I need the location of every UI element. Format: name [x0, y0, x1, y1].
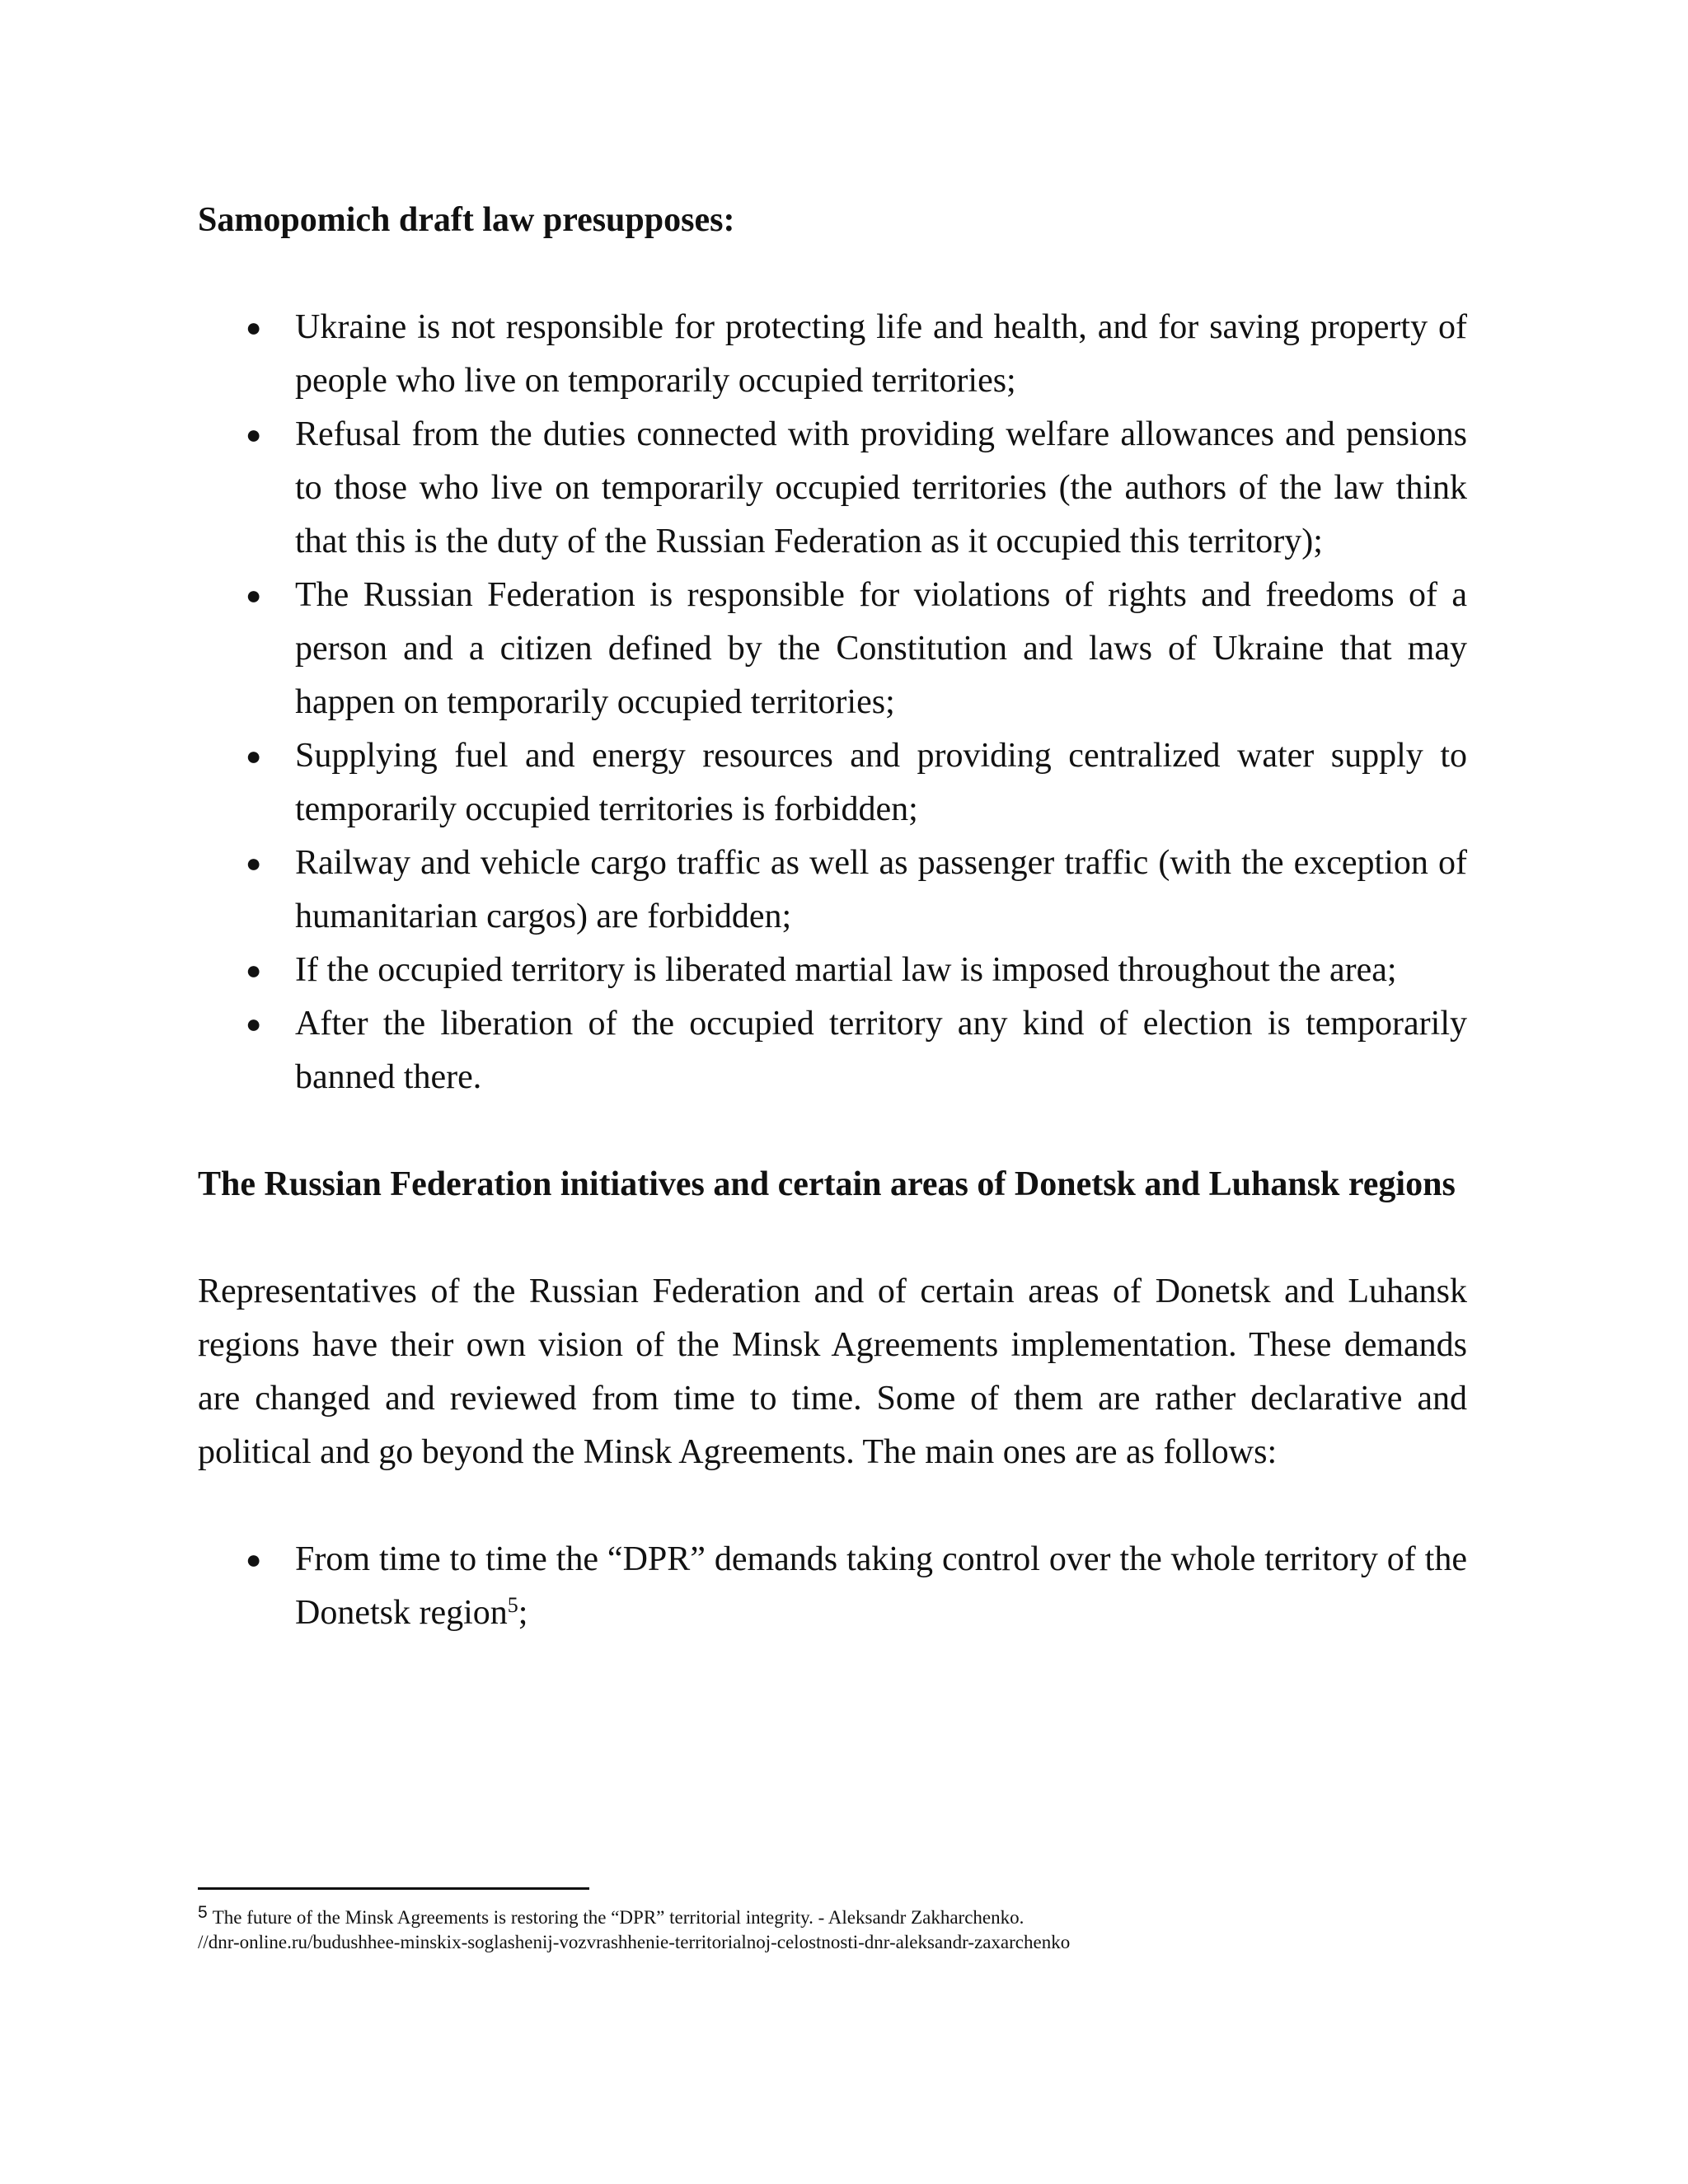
list-item-text: Supplying fuel and energy resources and providing centralized water supply to temporarily occupied territories is forbidden;	[295, 737, 1467, 828]
bullet-icon: ●	[246, 1544, 262, 1574]
bullet-icon: ●	[246, 419, 262, 449]
bullet-icon: ●	[246, 955, 262, 985]
list-item	[198, 408, 1467, 569]
list-item-text: The Russian Federation is responsible for violations of rights and freedoms of a person and a citizen defined by the Constitution and laws of Ukraine that may happen on temporarily occupied territories;	[295, 576, 1467, 721]
bullet-icon: ●	[246, 1009, 262, 1038]
list-item-text: Ukraine is not responsible for protecting life and health, and for saving property of people who live on temporarily occupied territories;	[295, 308, 1467, 400]
list-item	[198, 569, 1467, 729]
footnote-number: 5	[198, 1903, 208, 1922]
samopomich-bullet-list	[198, 301, 1467, 1104]
bullet-icon: ●	[246, 580, 262, 610]
list-item	[198, 301, 1467, 408]
list-item-suffix: ;	[518, 1594, 528, 1632]
dpr-demands-bullet-list	[198, 1533, 1467, 1640]
list-item	[198, 837, 1467, 944]
list-item	[198, 1533, 1467, 1640]
bullet-icon: ●	[246, 312, 262, 342]
page-content	[198, 194, 1467, 1694]
list-item-text: If the occupied territory is liberated martial law is imposed throughout the area;	[295, 951, 1397, 989]
list-item-text: Railway and vehicle cargo traffic as well as passenger traffic (with the exception of humanitarian cargos) are forbidden;	[295, 844, 1467, 935]
list-item	[198, 997, 1467, 1104]
list-item	[198, 944, 1467, 997]
section-heading-samopomich: Samopomich draft law presupposes:	[198, 201, 735, 239]
list-item-text: From time to time the “DPR” demands taking control over the whole territory of the Donetsk region	[295, 1540, 1467, 1632]
footnote-text: The future of the Minsk Agreements is restoring the “DPR” territorial integrity. - Aleksandr Zakharchenko.	[212, 1907, 1025, 1928]
bullet-icon: ●	[246, 741, 262, 771]
list-item-text: Refusal from the duties connected with providing welfare allowances and pensions to those who live on temporarily occupied territories (the authors of the law think that this is the duty of the Russian Federation as it occupied this territory);	[295, 415, 1467, 560]
body-paragraph: Representatives of the Russian Federation and of certain areas of Donetsk and Luhansk regions have their own vision of the Minsk Agreements implementation. These demands are changed and reviewed from time to time. Some of them are rather declarative and political and go beyond the Minsk Agreements. The main ones are as follows:	[198, 1272, 1467, 1471]
list-item-text: After the liberation of the occupied territory any kind of election is temporarily banned there.	[295, 1005, 1467, 1096]
footnote-reference[interactable]: 5	[507, 1593, 518, 1617]
footnote-line-1	[198, 1900, 1484, 1930]
list-item	[198, 729, 1467, 837]
footnote	[198, 1900, 1484, 1955]
footnote-url[interactable]: //dnr-online.ru/budushhee-minskix-soglashenij-vozvrashhenie-territorialnoj-celostnosti-dnr-aleksandr-zaxarchenko	[198, 1932, 1071, 1952]
section-heading-russian-federation: The Russian Federation initiatives and certain areas of Donetsk and Luhansk regions	[198, 1165, 1456, 1203]
bullet-icon: ●	[246, 848, 262, 878]
footnote-divider	[198, 1887, 589, 1890]
